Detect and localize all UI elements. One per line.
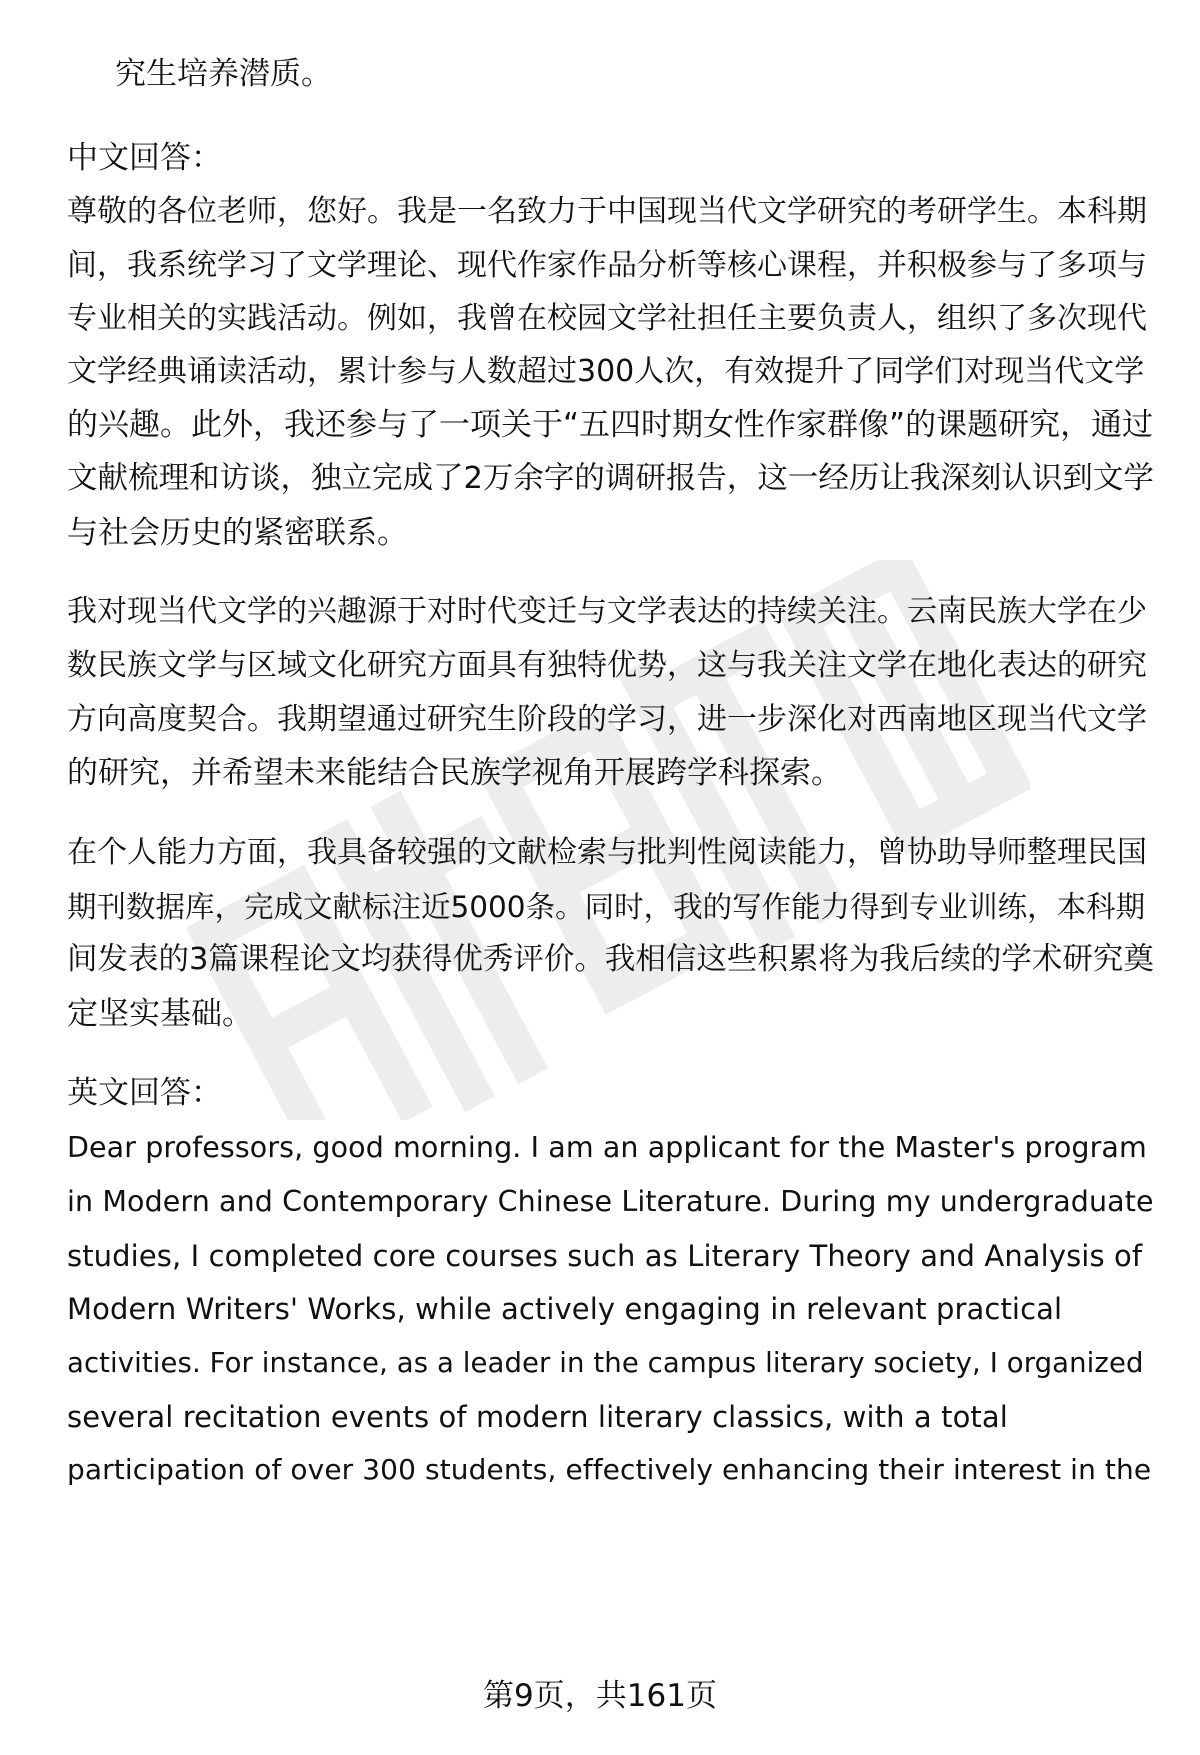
text-line-19: Dear professors, good morning. I am an applicant for the Master's program — [67, 1131, 1147, 1164]
text-line-20: in Modern and Contemporary Chinese Literature. During my undergraduate — [67, 1185, 1154, 1218]
text-line-7: 的兴趣。此外，我还参与了一项关于“五四时期女性作家群像”的课题研究，通过 — [67, 407, 1154, 443]
text-line-15: 期刊数据库，完成文献标注近5000条。同时，我的写作能力得到专业训练，本科期 — [67, 890, 1146, 924]
section-heading-english: 英文回答： — [67, 1075, 222, 1111]
text-line-9: 与社会历史的紧密联系。 — [67, 515, 408, 551]
text-line-23: activities. For instance, as a leader in the campus literary society, I organized — [67, 1347, 1144, 1379]
text-line-13: 的研究，并希望未来能结合民族学视角开展跨学科探索。 — [67, 755, 842, 791]
text-line-5: 专业相关的实践活动。例如，我曾在校园文学社担任主要负责人，组织了多次现代 — [67, 301, 1147, 336]
section-heading-chinese: 中文回答： — [67, 140, 222, 176]
text-line-3: 尊敬的各位老师，您好。我是一名致力于中国现当代文学研究的考研学生。本科期 — [67, 194, 1147, 229]
text-line-25: participation of over 300 students, effectively enhancing their interest in the — [67, 1453, 1152, 1486]
text-line-21: studies, I completed core courses such as Literary Theory and Analysis of — [67, 1239, 1143, 1273]
text-line-24: several recitation events of modern literary classics, with a total — [67, 1400, 1008, 1434]
text-line-10: 我对现当代文学的兴趣源于对时代变迁与文学表达的持续关注。云南民族大学在少 — [67, 594, 1147, 629]
text-line-16: 间发表的3篇课程论文均获得优秀评价。我相信这些积累将为我后续的学术研究奠 — [67, 942, 1154, 977]
text-line-4: 间，我系统学习了文学理论、现代作家作品分析等核心课程，并积极参与了多项与 — [67, 248, 1147, 283]
text-line-14: 在个人能力方面，我具备较强的文献检索与批判性阅读能力，曾协助导师整理民国 — [67, 835, 1147, 870]
text-line-17: 定坚实基础。 — [67, 996, 253, 1032]
text-line-22: Modern Writers' Works, while actively engaging in relevant practical — [67, 1292, 1063, 1326]
text-line-1: 究生培养潜质。 — [115, 56, 332, 92]
text-line-11: 数民族文学与区域文化研究方面具有独特优势，这与我关注文学在地化表达的研究 — [67, 648, 1147, 683]
text-line-12: 方向高度契合。我期望通过研究生阶段的学习，进一步深化对西南地区现当代文学 — [67, 702, 1147, 737]
text-line-6: 文学经典诵读活动，累计参与人数超过300人次，有效提升了同学们对现当代文学 — [67, 354, 1145, 389]
text-line-8: 文献梳理和访谈，独立完成了2万余字的调研报告，这一经历让我深刻认识到文学 — [67, 461, 1154, 496]
page-number: 第9页，共161页 — [483, 1678, 717, 1714]
